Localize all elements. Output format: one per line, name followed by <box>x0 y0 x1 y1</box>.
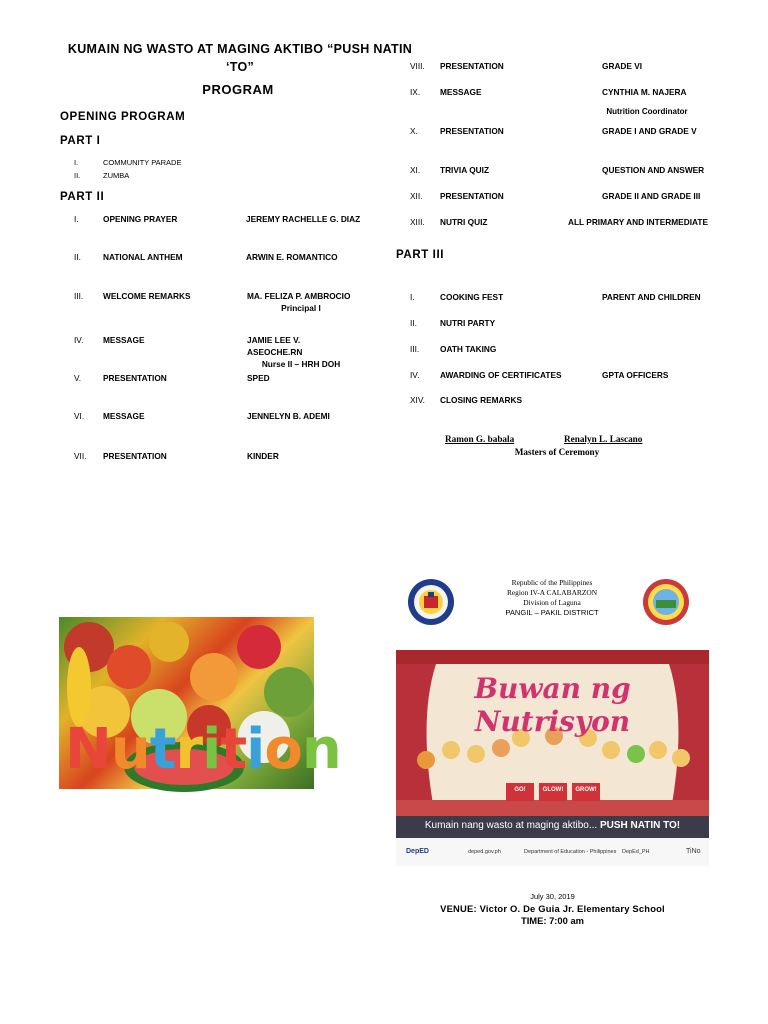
part2-heading: PART II <box>60 191 105 203</box>
row-item: ZUMBA <box>103 171 130 180</box>
row-item: COMMUNITY PARADE <box>103 158 182 167</box>
row-item: COOKING FEST <box>440 292 504 302</box>
row-item: WELCOME REMARKS <box>103 291 191 301</box>
program-row <box>410 343 720 357</box>
nutrition-word <box>65 717 341 782</box>
nutrition-letter: t <box>149 717 176 782</box>
agency-line: Region IV-A CALABARZON <box>506 588 598 597</box>
row-number: XI. <box>410 165 421 175</box>
row-person: GPTA OFFICERS <box>602 370 669 380</box>
row-person: SPED <box>247 373 270 383</box>
program-row <box>410 164 720 178</box>
banner-tagline <box>396 820 709 831</box>
row-number: VI. <box>74 411 85 421</box>
program-row <box>410 60 720 74</box>
event-venue: VENUE: Victor O. De Guia Jr. Elementary School <box>440 903 665 914</box>
nutrition-photo <box>59 617 341 789</box>
tino-logo: TiNo <box>686 848 701 855</box>
row-person: GRADE II AND GRADE III <box>602 191 701 201</box>
row-item: AWARDING OF CERTIFICATES <box>440 370 562 380</box>
nutrition-letter: N <box>65 717 111 782</box>
row-person: GRADE I AND GRADE V <box>602 126 697 136</box>
glow-sign: GLOW! <box>542 787 564 793</box>
nutrition-letter: r <box>175 717 203 782</box>
part1-row <box>74 170 374 182</box>
row-person: KINDER <box>247 451 279 461</box>
person-name: JAMIE LEE V. ASEOCHE.RN <box>247 335 303 357</box>
program-row <box>410 317 720 331</box>
twitter-text: DepEd_PH <box>622 849 650 855</box>
row-person: ARWIN E. ROMANTICO <box>246 252 338 262</box>
row-person: JENNELYN B. ADEMI <box>247 411 330 421</box>
program-row <box>410 291 720 305</box>
program-row <box>74 251 374 275</box>
row-item: PRESENTATION <box>440 191 504 201</box>
row-item: MESSAGE <box>103 335 145 345</box>
row-person: ALL PRIMARY AND INTERMEDIATE <box>568 217 708 227</box>
program-row <box>74 450 374 464</box>
person-name: MA. FELIZA P. AMBROCIO <box>247 291 351 301</box>
nutrition-month-banner <box>396 650 709 866</box>
row-item: PRESENTATION <box>440 61 504 71</box>
person-name: CYNTHIA M. NAJERA <box>602 87 687 97</box>
emcee-name-1: Ramon G. babala <box>445 434 515 444</box>
row-number: XII. <box>410 191 423 201</box>
row-item: TRIVIA QUIZ <box>440 165 490 175</box>
event-date: July 30, 2019 <box>530 892 575 901</box>
row-number: X. <box>410 126 418 136</box>
program-row <box>410 216 720 230</box>
opening-program-heading: OPENING PROGRAM <box>60 111 186 123</box>
district-line: PANGIL – PAKIL DISTRICT <box>505 608 599 617</box>
person-title: Principal I <box>281 303 321 313</box>
deped-seal-icon <box>406 578 456 626</box>
row-item: OPENING PRAYER <box>103 214 178 224</box>
emcee-role: Masters of Ceremony <box>514 447 600 457</box>
nutrition-letter: t <box>220 717 247 782</box>
agency-line: Republic of the Philippines <box>511 578 593 587</box>
row-item: CLOSING REMARKS <box>440 395 523 405</box>
row-person <box>247 290 355 314</box>
program-row <box>74 372 374 386</box>
nutrition-letter: i <box>246 717 265 782</box>
deped-logo: DepED <box>406 848 429 855</box>
row-number: IV. <box>74 335 84 345</box>
agency-line: Division of Laguna <box>523 598 581 607</box>
emcee-name-2: Renalyn L. Lascano <box>564 434 643 444</box>
grow-sign: GROW! <box>575 787 597 793</box>
tagline-text: Kumain nang wasto at maging aktibo... <box>424 820 598 831</box>
row-person: QUESTION AND ANSWER <box>602 165 705 175</box>
row-person: JEREMY RACHELLE G. DIAZ <box>246 214 361 224</box>
tagline-emphasis: PUSH NATIN TO! <box>599 820 681 831</box>
row-number: II. <box>410 318 417 328</box>
program-row <box>74 290 374 316</box>
banner-title: Buwan ng Nutrisyon <box>474 672 631 738</box>
agency-header <box>470 578 634 618</box>
row-number: III. <box>74 291 84 301</box>
program-row <box>410 125 720 139</box>
website-text: deped.gov.ph <box>468 849 501 855</box>
person-title: Nurse II – HRH DOH <box>261 359 341 369</box>
go-sign: GO! <box>514 787 526 793</box>
row-person: GRADE VI <box>602 61 643 71</box>
program-row <box>410 86 730 114</box>
row-item: NUTRI PARTY <box>440 318 496 328</box>
row-item: PRESENTATION <box>103 451 167 461</box>
nutrition-letter: i <box>202 717 221 782</box>
row-item: MESSAGE <box>440 87 482 97</box>
program-row <box>74 334 374 369</box>
nutrition-letter: n <box>301 717 341 782</box>
row-number: I. <box>74 214 79 224</box>
person-title: Nutrition Coordinator <box>606 107 688 116</box>
row-number: IV. <box>410 370 420 380</box>
row-number: II. <box>74 171 81 180</box>
part3-heading: PART III <box>396 249 445 261</box>
program-row <box>74 410 374 424</box>
program-heading: PROGRAM <box>202 82 274 97</box>
nutrition-letter: o <box>264 717 302 782</box>
program-row <box>410 394 720 408</box>
row-item: NATIONAL ANTHEM <box>103 252 183 262</box>
division-seal-icon <box>642 578 690 626</box>
program-row <box>410 190 720 204</box>
row-person: PARENT AND CHILDREN <box>602 292 701 302</box>
part1-row <box>74 157 374 169</box>
facebook-text: Department of Education - Philippines <box>524 849 617 855</box>
nutrition-letter: u <box>110 717 150 782</box>
row-number: III. <box>410 344 420 354</box>
row-number: XIV. <box>410 395 425 405</box>
program-row <box>74 213 374 237</box>
row-number: I. <box>410 292 415 302</box>
row-item: PRESENTATION <box>103 373 167 383</box>
part1-heading: PART I <box>60 135 101 147</box>
row-number: VIII. <box>410 61 425 71</box>
program-row <box>410 369 720 383</box>
row-item: OATH TAKING <box>440 344 497 354</box>
row-number: VII. <box>74 451 87 461</box>
row-number: XIII. <box>410 217 425 227</box>
row-number: II. <box>74 252 81 262</box>
document-title: KUMAIN NG WASTO AT MAGING AKTIBO “PUSH NATIN ‘TO” <box>67 42 413 74</box>
row-number: I. <box>74 158 79 167</box>
event-time: TIME: 7:00 am <box>520 915 585 926</box>
row-item: PRESENTATION <box>440 126 504 136</box>
row-item: MESSAGE <box>103 411 145 421</box>
row-person <box>602 86 692 118</box>
row-number: V. <box>74 373 82 383</box>
row-person <box>247 334 355 370</box>
row-number: IX. <box>410 87 421 97</box>
row-item: NUTRI QUIZ <box>440 217 488 227</box>
